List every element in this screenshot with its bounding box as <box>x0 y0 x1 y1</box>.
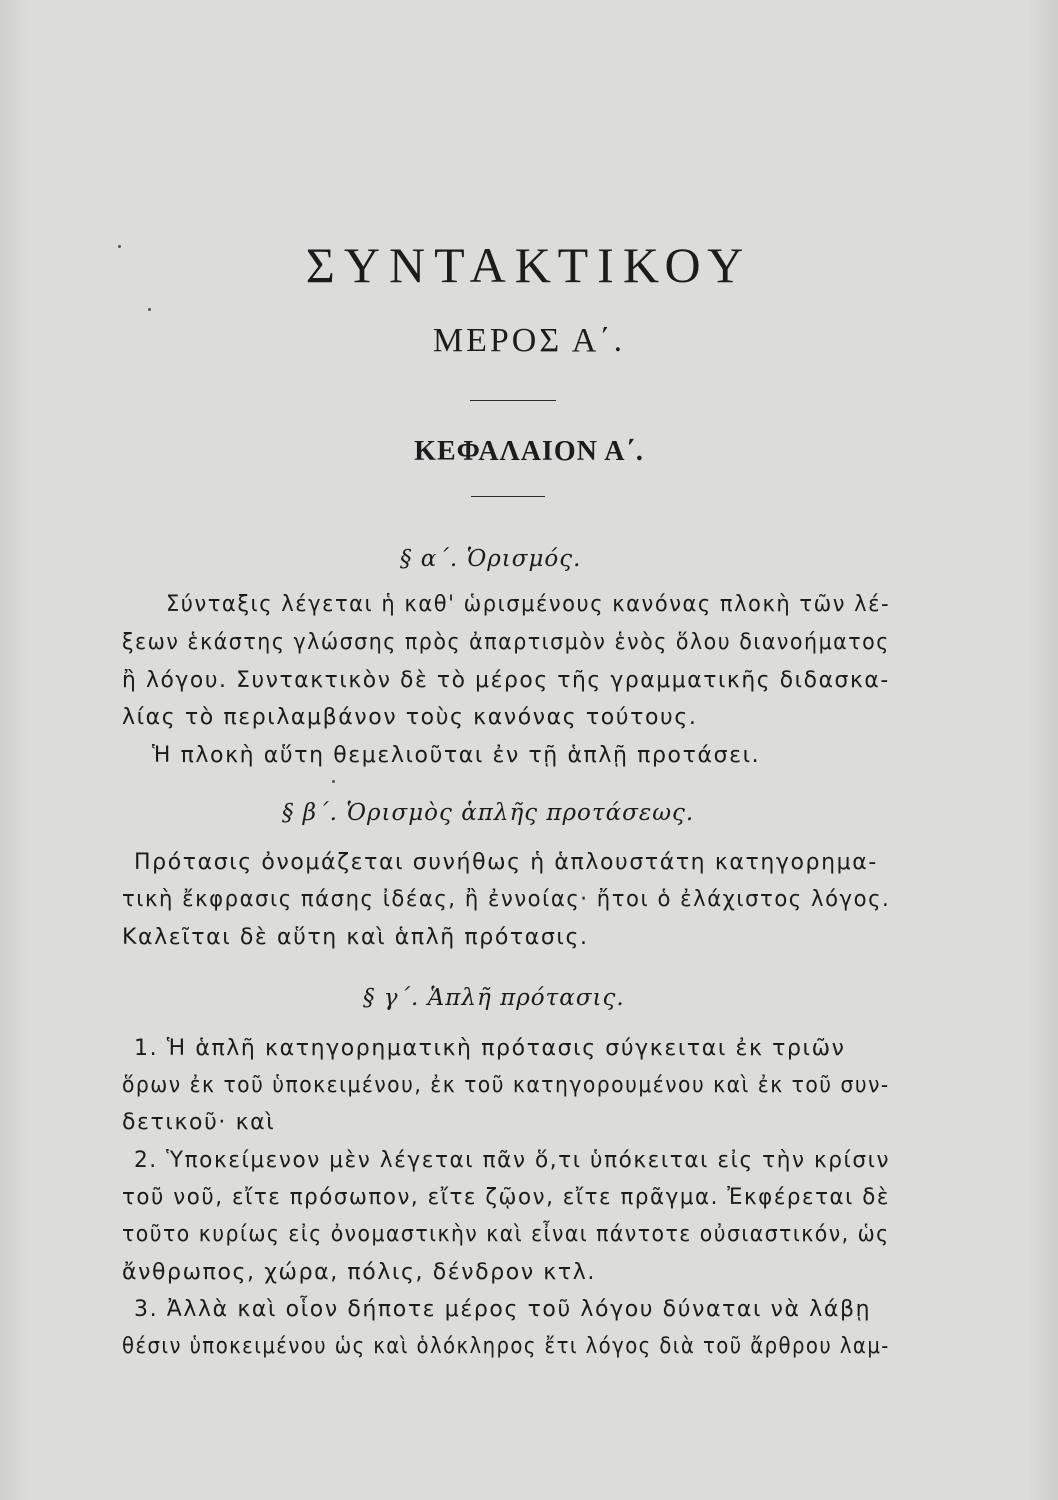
text-line: ἢ λόγου. Συντακτικὸν δὲ τὸ μέρος τῆς γραμματικῆς διδασκα- <box>122 668 890 693</box>
chapter-heading: ΚΕΦΑΛΑΙΟΝ Α΄. <box>414 436 644 467</box>
text-line: ἄνθρωπος, χώρα, πόλις, δένδρον κτλ. <box>122 1260 596 1285</box>
text-line: τοῦ νοῦ, εἴτε πρόσωπον, εἴτε ζῷον, εἴτε πρᾶγμα. Ἐκφέρεται δὲ <box>122 1185 891 1210</box>
text-line: ὅρων ἐκ τοῦ ὑποκειμένου, ἐκ τοῦ κατηγορουμένου καὶ ἐκ τοῦ συν- <box>122 1073 890 1098</box>
paper-speck <box>118 245 121 248</box>
section-heading: § β΄. Ὁρισμὸς ἁπλῆς προτάσεως. <box>282 800 695 826</box>
text-line: τοῦτο κυρίως εἰς ὀνομαστικὴν καὶ εἶναι πάντοτε οὐσιαστικόν, ὡς <box>122 1222 890 1247</box>
text-line: τικὴ ἔκφρασις πάσης ἰδέας, ἢ ἐννοίας· ἤτοι ὁ ἐλάχιστος λόγος. <box>122 887 891 912</box>
divider-rule <box>471 496 545 497</box>
paper-speck <box>332 780 335 783</box>
text-line: 3. Ἀλλὰ καὶ οἷον δήποτε μέρος τοῦ λόγου δύναται νὰ λάβῃ <box>134 1297 872 1322</box>
section-heading: § γ΄. Ἁπλῆ πρότασις. <box>363 985 625 1011</box>
text-line: ξεων ἑκάστης γλώσσης πρὸς ἀπαρτισμὸν ἑνὸς ὅλου διανοήματος <box>122 630 890 655</box>
text-line: 2. Ὑποκείμενον μὲν λέγεται πᾶν ὅ,τι ὑπόκειται εἰς τὴν κρίσιν <box>134 1148 891 1173</box>
text-line: θέσιν ὑποκειμένου ὡς καὶ ὁλόκληρος ἔτι λόγος διὰ τοῦ ἄρθρου λαμ- <box>122 1334 890 1359</box>
text-line: 1. Ἡ ἁπλῆ κατηγορηματικὴ πρότασις σύγκειται ἐκ τριῶν <box>134 1036 846 1061</box>
text-line: Πρότασις ὀνομάζεται συνήθως ἡ ἁπλουστάτη κατηγορημα- <box>134 850 878 875</box>
paper-speck <box>148 308 151 311</box>
text-line: Ἡ πλοκὴ αὕτη θεμελιοῦται ἐν τῇ ἁπλῇ προτάσει. <box>152 743 761 768</box>
text-line: λίας τὸ περιλαμβάνον τοὺς κανόνας τούτους. <box>122 705 698 730</box>
section-heading: § α΄. Ὁρισμός. <box>400 546 582 572</box>
text-line: δετικοῦ· καὶ <box>122 1110 276 1135</box>
book-title: ΣΥΝΤΑΚΤΙΚΟΥ <box>305 237 753 293</box>
divider-rule <box>470 400 556 401</box>
part-heading: ΜΕΡΟΣ Α΄. <box>432 322 626 359</box>
text-line: Καλεῖται δὲ αὕτη καὶ ἁπλῆ πρότασις. <box>122 925 589 950</box>
text-line: Σύνταξις λέγεται ἡ καθ' ὡρισμένους κανόνας πλοκὴ τῶν λέ- <box>166 592 891 617</box>
